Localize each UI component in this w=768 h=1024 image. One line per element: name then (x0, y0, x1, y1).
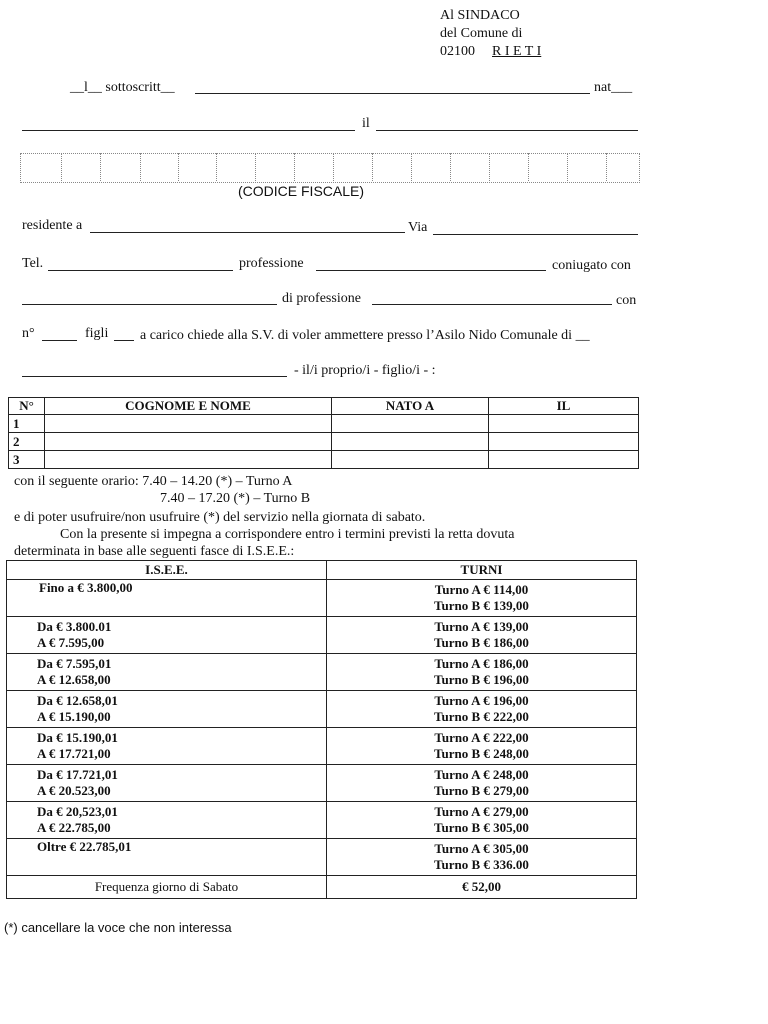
saturday-text: e di poter usufruire/non usufruire (*) del servizio nella giornata di sabato. (14, 510, 426, 525)
children-count-field[interactable] (114, 340, 134, 341)
table-row: Da € 20,523,01 A € 22.785,00 Turno A € 279,00 Turno B € 305,00 (7, 802, 637, 839)
residente-label: residente a (22, 218, 83, 233)
n-label: n° (22, 326, 35, 341)
spouse-field[interactable] (22, 304, 277, 305)
footnote: (*) cancellare la voce che non interessa (4, 920, 232, 935)
children-table (8, 397, 639, 469)
spouse-profession-field[interactable] (372, 304, 612, 305)
profession-field[interactable] (316, 270, 546, 271)
born-label: nat___ (594, 80, 633, 95)
turni-header: TURNI (327, 561, 637, 580)
coniugato-label: coniugato con (552, 258, 631, 273)
figli-label: figli (85, 326, 109, 341)
isee-table (6, 560, 637, 899)
street-field[interactable] (433, 234, 638, 235)
nursery-field[interactable] (22, 376, 287, 377)
schedule-line2: 7.40 – 17.20 (*) – Turno B (160, 491, 311, 506)
birthplace-field[interactable] (22, 130, 355, 131)
birthdate-field[interactable] (376, 130, 638, 131)
profession-label: professione (239, 256, 304, 271)
table-row: Oltre € 22.785,01 Turno A € 305,00 Turno B € 336.00 (7, 839, 637, 876)
commitment-line1: Con la presente si impegna a corrispondere entro i termini previsti la retta dovuta (60, 527, 515, 542)
col-born: NATO A (332, 398, 489, 415)
recipient-line2: del Comune di (440, 26, 523, 41)
isee-header: I.S.E.E. (7, 561, 327, 580)
table-row: Fino a € 3.800,00 Turno A € 114,00 Turno B € 139,00 (7, 580, 637, 617)
children-label: - il/i proprio/i - figlio/i - : (294, 363, 436, 378)
il-label: il (362, 116, 370, 131)
con-label: con (616, 293, 637, 308)
tel-field[interactable] (48, 270, 233, 271)
codice-fiscale-grid[interactable] (20, 153, 640, 183)
table-row: Da € 17.721,01 A € 20.523,00 Turno A € 248,00 Turno B € 279,00 (7, 765, 637, 802)
residence-field[interactable] (90, 232, 405, 233)
codice-fiscale-label: (CODICE FISCALE) (238, 183, 365, 199)
name-field[interactable] (195, 93, 590, 94)
saturday-label: Frequenza giorno di Sabato (7, 876, 327, 899)
recipient-line1: Al SINDACO (440, 8, 520, 23)
tel-label: Tel. (22, 256, 44, 271)
saturday-value: € 52,00 (327, 876, 637, 899)
col-n: N° (9, 398, 45, 415)
schedule-line1: con il seguente orario: 7.40 – 14.20 (*) – Turno A (14, 474, 293, 489)
saturday-row (7, 876, 637, 899)
table-row: Da € 3.800.01 A € 7.595,00 Turno A € 139,00 Turno B € 186,00 (7, 617, 637, 654)
table-row: 3 (9, 451, 639, 469)
recipient-city: R I E T I (492, 44, 542, 59)
col-name: COGNOME E NOME (45, 398, 332, 415)
number-field[interactable] (42, 340, 77, 341)
table-row: Da € 15.190,01 A € 17.721,00 Turno A € 222,00 Turno B € 248,00 (7, 728, 637, 765)
table-row: 2 (9, 433, 639, 451)
table-row: 1 (9, 415, 639, 433)
table-row: Da € 7.595,01 A € 12.658,00 Turno A € 186,00 Turno B € 196,00 (7, 654, 637, 691)
table-row: Da € 12.658,01 A € 15.190,00 Turno A € 196,00 Turno B € 222,00 (7, 691, 637, 728)
via-label: Via (408, 220, 428, 235)
commitment-line2: determinata in base alle seguenti fasce di I.S.E.E.: (14, 544, 295, 559)
request-text: a carico chiede alla S.V. di voler ammettere presso l’Asilo Nido Comunale di __ (140, 328, 590, 343)
spouse-profession-label: di professione (282, 291, 361, 306)
recipient-cap: 02100 (440, 44, 475, 59)
undersigned-label: __l__ sottoscritt__ (70, 80, 175, 95)
col-date: IL (489, 398, 639, 415)
